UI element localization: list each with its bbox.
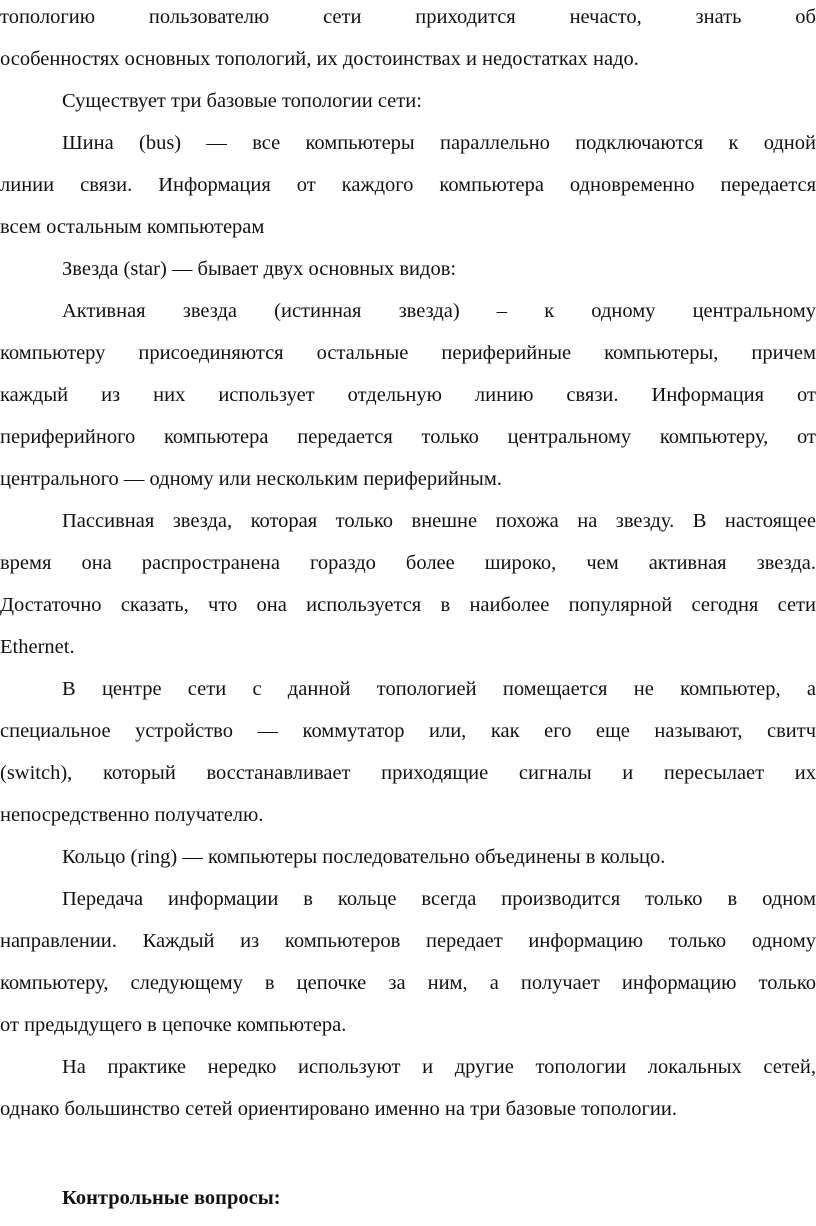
text-line: от предыдущего в цепочке компьютера.: [0, 1014, 347, 1036]
text-line: однако большинство сетей ориентировано именно на три базовые топологии.: [0, 1098, 677, 1120]
text-line: компьютеру присоединяются остальные периферийные компьютеры, причем: [0, 342, 816, 364]
text-line: Шина (bus) — все компьютеры параллельно подключаются к одной: [62, 132, 816, 154]
text-line: Кольцо (ring) — компьютеры последовательно объединены в кольцо.: [62, 846, 666, 868]
section-heading: Контрольные вопросы:: [62, 1187, 281, 1209]
text-line: центрального — одному или нескольким периферийным.: [0, 468, 502, 490]
text-line: Активная звезда (истинная звезда) – к одному центральному: [62, 300, 816, 322]
text-line: В центре сети с данной топологией помещается не компьютер, а: [62, 678, 816, 700]
text-line: периферийного компьютера передается только центральному компьютеру, от: [0, 426, 816, 448]
text-line: (switch), который восстанавливает приходящие сигналы и пересылает их: [0, 762, 816, 784]
text-line: специальное устройство — коммутатор или, как его еще называют, свитч: [0, 720, 816, 742]
text-line: Пассивная звезда, которая только внешне похожа на звезду. В настоящее: [62, 510, 816, 532]
text-line: Ethernet.: [0, 636, 75, 658]
text-line: Передача информации в кольце всегда производится только в одном: [62, 888, 816, 910]
text-line: направлении. Каждый из компьютеров передает информацию только одному: [0, 930, 816, 952]
text-line: время она распространена гораздо более широко, чем активная звезда.: [0, 552, 816, 574]
text-line: линии связи. Информация от каждого компьютера одновременно передается: [0, 174, 816, 196]
text-line: всем остальным компьютерам: [0, 216, 265, 238]
text-line: Существует три базовые топологии сети:: [62, 90, 422, 112]
text-line: компьютеру, следующему в цепочке за ним, а получает информацию только: [0, 972, 816, 994]
text-line: каждый из них использует отдельную линию связи. Информация от: [0, 384, 816, 406]
text-line: Звезда (star) — бывает двух основных видов:: [62, 258, 457, 280]
text-line: непосредственно получателю.: [0, 804, 264, 826]
text-line: На практике нередко используют и другие топологии локальных сетей,: [62, 1056, 816, 1078]
text-line: топологию пользователю сети приходится нечасто, знать об: [0, 6, 816, 28]
text-line: Достаточно сказать, что она используется в наиболее популярной сегодня сети: [0, 594, 816, 616]
text-line: особенностях основных топологий, их достоинствах и недостатках надо.: [0, 48, 639, 70]
